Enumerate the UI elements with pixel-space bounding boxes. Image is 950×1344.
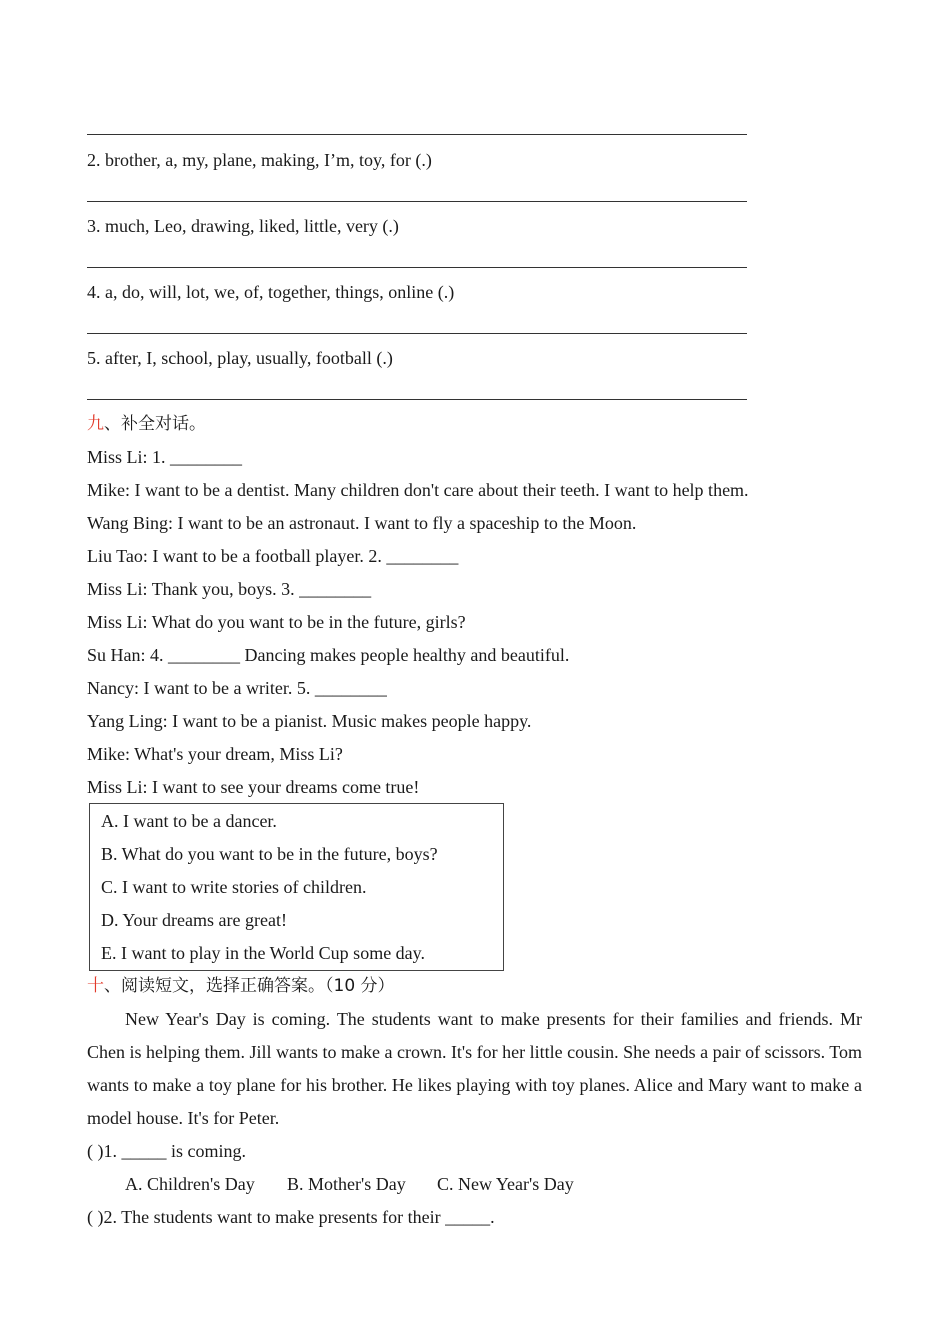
section-10-title: 、阅读短文，选择正确答案。（10 分） — [104, 976, 395, 996]
dialogue-line: Mike: I want to be a dentist. Many children don't care about their teeth. I want to help them. — [87, 480, 749, 500]
question-2: ( )2. The students want to make presents for their _____. — [87, 1207, 495, 1227]
question-1: ( )1. _____ is coming. — [87, 1141, 246, 1161]
section-9-heading — [87, 413, 206, 435]
option-a: A. I want to be a dancer. — [101, 811, 277, 831]
section-9-number: 九 — [87, 414, 104, 434]
question-1-option-c: C. New Year's Day — [437, 1174, 574, 1194]
answer-line-3[interactable] — [87, 267, 747, 268]
dialogue-line: Yang Ling: I want to be a pianist. Music makes people happy. — [87, 711, 532, 731]
option-b: B. What do you want to be in the future, boys? — [101, 844, 438, 864]
option-d: D. Your dreams are great! — [101, 910, 287, 930]
scramble-item-3: 3. much, Leo, drawing, liked, little, very (.) — [87, 216, 399, 236]
scramble-item-2: 2. brother, a, my, plane, making, I’m, toy, for (.) — [87, 150, 432, 170]
dialogue-line: Miss Li: I want to see your dreams come true! — [87, 777, 420, 797]
dialogue-line: Mike: What's your dream, Miss Li? — [87, 744, 343, 764]
answer-line-5[interactable] — [87, 399, 747, 400]
section-10-number: 十 — [87, 976, 104, 996]
answer-line-1[interactable] — [87, 134, 747, 135]
section-10-heading — [87, 975, 395, 997]
dialogue-line: Wang Bing: I want to be an astronaut. I want to fly a spaceship to the Moon. — [87, 513, 637, 533]
dialogue-line: Liu Tao: I want to be a football player. 2. ________ — [87, 546, 459, 566]
answer-line-2[interactable] — [87, 201, 747, 202]
question-1-option-b: B. Mother's Day — [287, 1174, 406, 1194]
scramble-item-5: 5. after, I, school, play, usually, football (.) — [87, 348, 393, 368]
dialogue-line: Nancy: I want to be a writer. 5. ________ — [87, 678, 387, 698]
option-c: C. I want to write stories of children. — [101, 877, 367, 897]
section-9-title: 、补全对话。 — [104, 414, 206, 434]
answer-line-4[interactable] — [87, 333, 747, 334]
question-1-option-a: A. Children's Day — [125, 1174, 255, 1194]
dialogue-line: Su Han: 4. ________ Dancing makes people healthy and beautiful. — [87, 645, 570, 665]
reading-passage: New Year's Day is coming. The students want to make presents for their families and friends. Mr Chen is helping them. Jill wants to make a crown. It's for her little cousin. She needs a pair of scissors. Tom wants to make a toy plane for his brother. He likes playing with toy planes. Alice and Mary want to make a model house. It's for Peter. — [87, 1009, 863, 1128]
dialogue-line: Miss Li: 1. ________ — [87, 447, 243, 467]
dialogue-line: Miss Li: What do you want to be in the future, girls? — [87, 612, 466, 632]
dialogue-line: Miss Li: Thank you, boys. 3. ________ — [87, 579, 372, 599]
scramble-item-4: 4. a, do, will, lot, we, of, together, things, online (.) — [87, 282, 455, 302]
option-e: E. I want to play in the World Cup some day. — [101, 943, 425, 963]
